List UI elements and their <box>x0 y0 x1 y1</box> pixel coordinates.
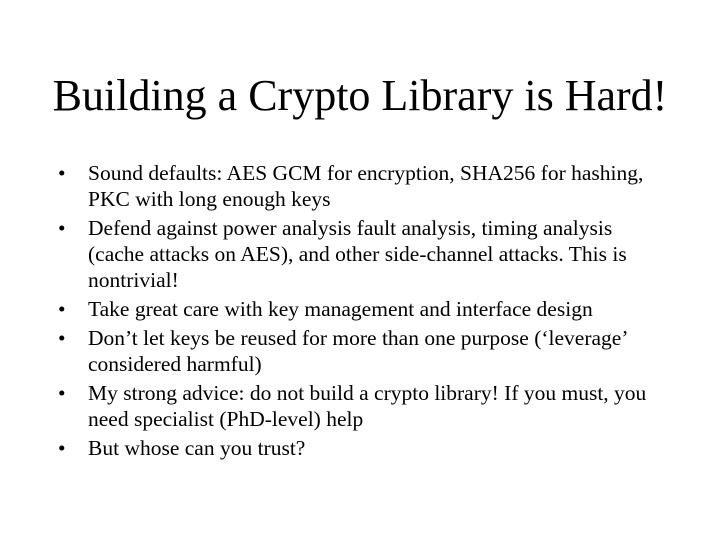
bullet-item <box>58 325 668 377</box>
bullet-item <box>58 296 668 322</box>
bullet-item <box>58 435 668 461</box>
bullet-text: My strong advice: do not build a crypto library! If you must, you need specialist (PhD-level) help <box>88 381 647 431</box>
bullet-icon: • <box>58 161 66 185</box>
bullet-text: Defend against power analysis fault analysis, timing analysis (cache attacks on AES), and other side-channel attacks. This is nontrivial! <box>88 216 627 292</box>
bullet-item <box>58 380 668 432</box>
bullet-text: Take great care with key management and interface design <box>88 297 593 321</box>
bullet-item <box>58 160 668 212</box>
bullet-icon: • <box>58 381 66 405</box>
bullet-icon: • <box>58 436 66 460</box>
bullet-text: Sound defaults: AES GCM for encryption, SHA256 for hashing, PKC with long enough keys <box>88 161 644 211</box>
bullet-icon: • <box>58 326 66 350</box>
bullet-item <box>58 215 668 293</box>
slide-title: Building a Crypto Library is Hard! <box>52 71 668 120</box>
bullet-icon: • <box>58 216 66 240</box>
bullet-list <box>58 160 668 464</box>
bullet-text: Don’t let keys be reused for more than one purpose (‘leverage’ considered harmful) <box>88 326 627 376</box>
bullet-icon: • <box>58 297 66 321</box>
bullet-text: But whose can you trust? <box>88 436 306 460</box>
